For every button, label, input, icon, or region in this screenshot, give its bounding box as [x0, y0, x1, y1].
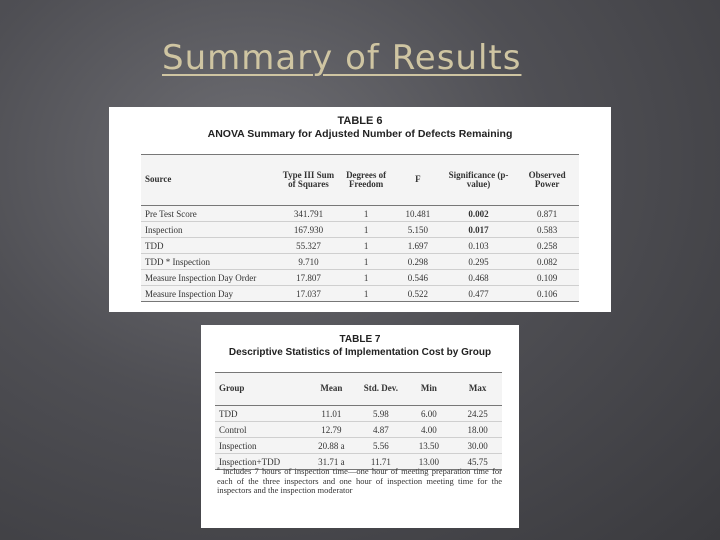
cell: 0.468: [442, 270, 516, 286]
cell: 0.295: [442, 254, 516, 270]
cell: 1: [338, 206, 394, 222]
cell: 167.930: [279, 222, 339, 238]
cell: 31.71 a: [305, 454, 357, 470]
cell: Measure Inspection Day: [141, 286, 279, 302]
cell: 1.697: [394, 238, 442, 254]
table-row: [141, 206, 579, 222]
cell: 11.71: [357, 454, 404, 470]
cell: 0.082: [515, 254, 579, 270]
cell: 1: [338, 254, 394, 270]
cell: 0.522: [394, 286, 442, 302]
cell: 45.75: [453, 454, 502, 470]
table7-image: [201, 325, 519, 528]
cell: 13.50: [404, 438, 453, 454]
col-header: Degrees of Freedom: [338, 155, 394, 206]
cell: 5.56: [357, 438, 404, 454]
cell: 17.807: [279, 270, 339, 286]
cell: 0.583: [515, 222, 579, 238]
col-header: Type III Sum of Squares: [279, 155, 339, 206]
cell: 0.109: [515, 270, 579, 286]
cell: 9.710: [279, 254, 339, 270]
cell: 5.150: [394, 222, 442, 238]
descriptive-stats-table: [215, 372, 502, 470]
cell: 6.00: [404, 406, 453, 422]
cell: TDD: [141, 238, 279, 254]
col-header: Significance (p-value): [442, 155, 516, 206]
slide-title: Summary of Results: [162, 38, 522, 78]
cell: 1: [338, 222, 394, 238]
col-header: Min: [404, 373, 453, 406]
cell: 1: [338, 270, 394, 286]
cell: 24.25: [453, 406, 502, 422]
col-header: Max: [453, 373, 502, 406]
cell: 1: [338, 286, 394, 302]
cell: 1: [338, 238, 394, 254]
cell: 55.327: [279, 238, 339, 254]
cell: Pre Test Score: [141, 206, 279, 222]
table-header-row: [215, 373, 502, 406]
cell: 0.258: [515, 238, 579, 254]
cell: 0.106: [515, 286, 579, 302]
table6-title: ANOVA Summary for Adjusted Number of Defects Remaining: [207, 128, 513, 140]
cell: 4.87: [357, 422, 404, 438]
cell: 0.002: [442, 206, 516, 222]
anova-table: [141, 154, 579, 302]
cell: 12.79: [305, 422, 357, 438]
cell: 11.01: [305, 406, 357, 422]
cell: 13.00: [404, 454, 453, 470]
table6-number: TABLE 6: [337, 115, 383, 127]
table6-image: [109, 107, 611, 312]
cell: TDD * Inspection: [141, 254, 279, 270]
cell: TDD: [215, 406, 305, 422]
col-header: Observed Power: [515, 155, 579, 206]
footnote-marker: a: [217, 466, 220, 472]
col-header: Std. Dev.: [357, 373, 404, 406]
table-row: [215, 438, 502, 454]
cell: 20.88 a: [305, 438, 357, 454]
table-header-row: [141, 155, 579, 206]
cell: 0.546: [394, 270, 442, 286]
cell: 18.00: [453, 422, 502, 438]
table-row: [215, 406, 502, 422]
cell: 0.103: [442, 238, 516, 254]
cell: 5.98: [357, 406, 404, 422]
table7-footnote: [217, 466, 502, 496]
cell: 341.791: [279, 206, 339, 222]
table-row: [141, 286, 579, 302]
col-header: Group: [215, 373, 305, 406]
cell: 10.481: [394, 206, 442, 222]
cell: Inspection: [215, 438, 305, 454]
cell: Control: [215, 422, 305, 438]
table-row: [215, 422, 502, 438]
cell: 4.00: [404, 422, 453, 438]
cell: 0.871: [515, 206, 579, 222]
footnote-text: includes 7 hours of inspection time—one hour of meeting preparation time for each of the three inspectors and one hour of inspection meeting time for the inspectors and the inspection moderator: [217, 465, 502, 496]
cell: 0.477: [442, 286, 516, 302]
cell: 0.017: [442, 222, 516, 238]
cell: 17.037: [279, 286, 339, 302]
cell: Inspection+TDD: [215, 454, 305, 470]
table-row: [141, 254, 579, 270]
col-header: Mean: [305, 373, 357, 406]
cell: 0.298: [394, 254, 442, 270]
table-row: [141, 270, 579, 286]
col-header: F: [394, 155, 442, 206]
table7-title: Descriptive Statistics of Implementation Cost by Group: [228, 347, 492, 358]
cell: Measure Inspection Day Order: [141, 270, 279, 286]
table-row: [141, 238, 579, 254]
table-row: [141, 222, 579, 238]
col-header: Source: [141, 155, 279, 206]
table7-number: TABLE 7: [339, 334, 381, 345]
cell: 30.00: [453, 438, 502, 454]
cell: Inspection: [141, 222, 279, 238]
